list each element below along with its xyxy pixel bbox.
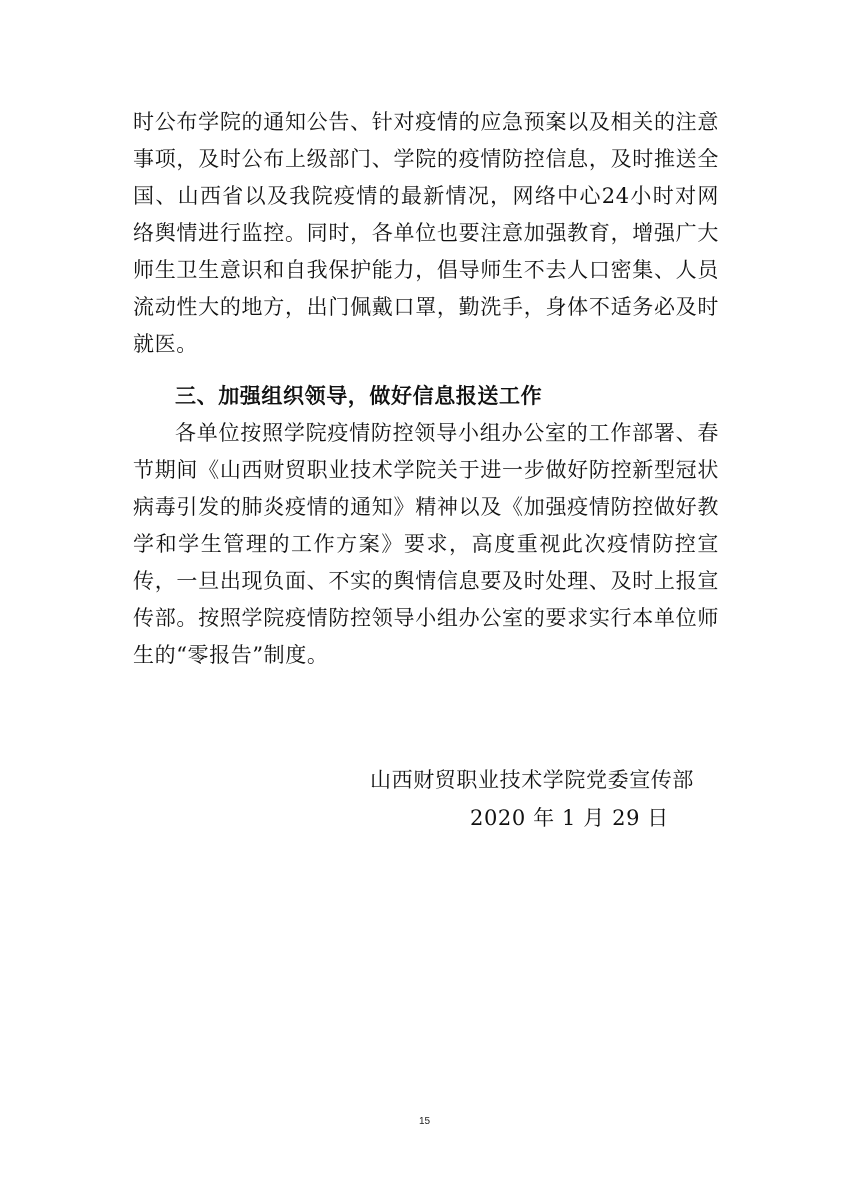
signature-organization: 山西财贸职业技术学院党委宣传部 — [370, 768, 694, 792]
body-paragraph-continued: 时公布学院的通知公告、针对疫情的应急预案以及相关的注意事项，及时公布上级部门、学院的疫情防控信息，及时推送全国、山西省以及我院疫情的最新情况，网络中心24小时对网络舆情进行监控。同时，各单位也要注意加强教育，增强广大师生卫生意识和自我保护能力，倡导师生不去人口密集、人员流动性大的地方，出门佩戴口罩，勤洗手，身体不适务必及时就医。 — [133, 110, 719, 356]
page-number: 15 — [418, 1116, 431, 1127]
signature-date: 2020 年 1 月 29 日 — [470, 806, 669, 830]
section-heading: 三、加强组织领导，做好信息报送工作 — [175, 384, 543, 408]
body-paragraph-section3: 各单位按照学院疫情防控领导小组办公室的工作部署、春节期间《山西财贸职业技术学院关于进一步做好防控新型冠状病毒引发的肺炎疫情的通知》精神以及《加强疫情防控做好教学和学生管理的工作方案》要求，高度重视此次疫情防控宣传，一旦出现负面、不实的舆情信息要及时处理、及时上报宣传部。按照学院疫情防控领导小组办公室的要求实行本单位师生的“零报告”制度。 — [133, 421, 719, 667]
